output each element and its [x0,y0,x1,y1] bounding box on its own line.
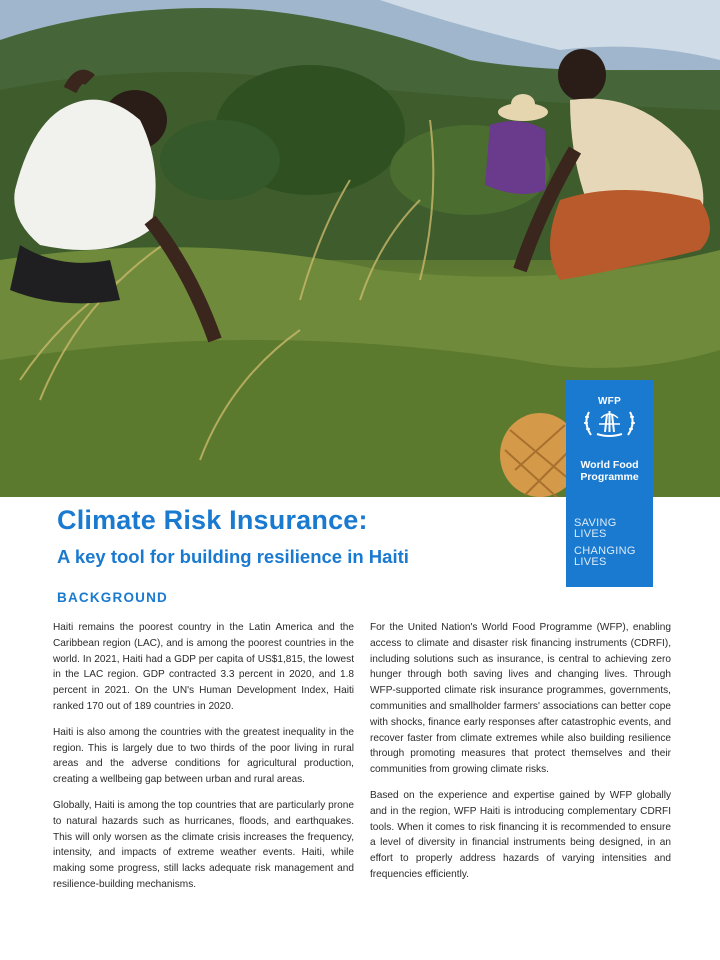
wfp-logo-badge [566,380,653,587]
tagline-saving-lives [574,518,651,540]
paragraph: For the United Nation's World Food Programme (WFP), enabling access to climate and disaster risk financing instruments (CDRFI), including solutions such as insurance, is central to achieving zero hunger through both saving lives and changing lives. Through WFP-supported climate risk insurance programmes, governments, communities and smallholder farmers' associations can better cope with shocks, finance early responses after catastrophic events, and recover faster from climate extremes while also building resilience through promoting measures that protect themselves and their communities from growing climate risks. [370,622,671,776]
tagline-changing-lives [574,546,651,568]
wfp-acronym: WFP [597,396,622,407]
paragraph: Haiti remains the poorest country in the Latin America and the Caribbean region (LAC), and is among the poorest countries in the world. In 2021, Haiti had a GDP per capita of US$1,815, the lowest in the LAC region. GDP contracted 3.3 percent in 2020, and 1.8 percent in 2021. On the UN's Human Development Index, Haiti ranked 170 out of 189 countries in 2020. [53,622,354,712]
body-column-right [370,620,671,893]
wfp-org-name-line1: World Food [580,459,639,471]
paragraph: Based on the experience and expertise gained by WFP globally and in the region, WFP Haiti is introducing complementary CDRFI tools. When it comes to risk financing it is recommended to ensure a level of diversity in financial instruments being designed, in an effort to properly address hazards of varying intensities and frequencies efficiently. [370,789,671,880]
un-wreath-wheat-icon [579,408,640,438]
body-column-left [53,620,354,903]
wfp-org-name-line2: Programme [580,471,639,483]
tagline-saving-lives-word: LIVES [574,528,607,540]
tagline-saving-word: SAVING [574,517,617,529]
wfp-org-name [570,459,649,483]
paragraph: Globally, Haiti is among the top countries that are particularly prone to natural hazards such as hurricanes, floods, and earthquakes. This will only worsen as the climate crisis increases the frequency, intensity, and impacts of extreme weather events. Haiti, while making some progress, still lacks adequate risk management and resilience-building mechanisms. [53,799,354,890]
tagline-changing-word: CHANGING [574,545,636,557]
tagline-changing-lives-word: LIVES [574,556,607,568]
section-heading-background: BACKGROUND [57,590,168,605]
document-subtitle: A key tool for building resilience in Haiti [57,546,409,567]
document-title: Climate Risk Insurance: [57,505,368,535]
paragraph: Haiti is also among the countries with the greatest inequality in the region. This is largely due to two thirds of the poor living in rural areas and the adverse conditions for agricultural production, creating a wellbeing gap between urban and rural areas. [53,726,354,786]
